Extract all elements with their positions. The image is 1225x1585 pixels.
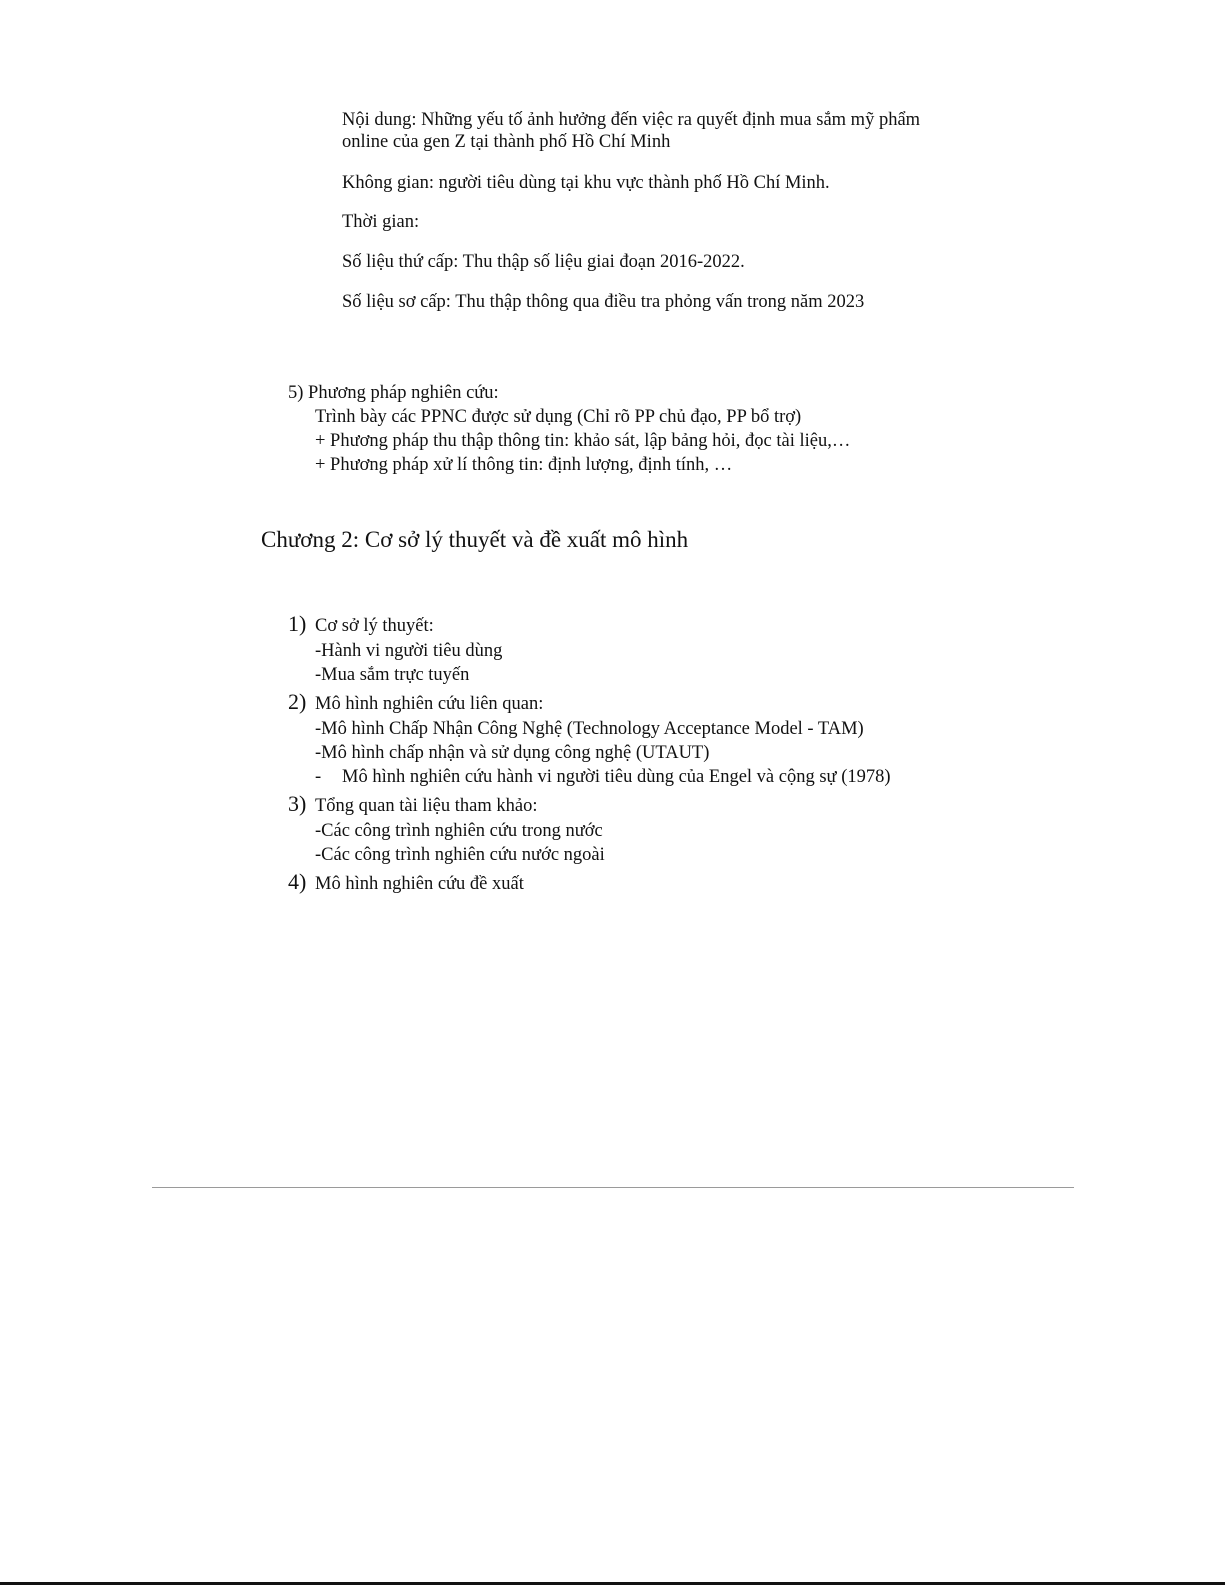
section3-item2: -Các công trình nghiên cứu nước ngoài (315, 845, 605, 865)
methods-line3: + Phương pháp xử lí thông tin: định lượng, định tính, … (315, 455, 733, 475)
scope-time: Thời gian: (342, 212, 420, 232)
section2-number: 2) (288, 689, 307, 714)
section2-title: Mô hình nghiên cứu liên quan: (315, 694, 544, 714)
section3-number: 3) (288, 791, 307, 816)
section4-number: 4) (288, 869, 307, 894)
scope-secondary-data: Số liệu thứ cấp: Thu thập số liệu giai đoạn 2016-2022. (342, 252, 745, 272)
section3-title: Tổng quan tài liệu tham khảo: (315, 796, 538, 816)
section2-item1: -Mô hình Chấp Nhận Công Nghệ (Technology Acceptance Model - TAM) (315, 719, 864, 739)
methods-line2: + Phương pháp thu thập thông tin: khảo sát, lập bảng hỏi, đọc tài liệu,… (315, 431, 851, 451)
section4-title: Mô hình nghiên cứu đề xuất (315, 874, 524, 894)
section1-title: Cơ sở lý thuyết: (315, 616, 434, 636)
scope-content-line1: Nội dung: Những yếu tố ảnh hưởng đến việc ra quyết định mua sắm mỹ phẩm (342, 110, 921, 130)
section1-number: 1) (288, 611, 307, 636)
scope-primary-data: Số liệu sơ cấp: Thu thập thông qua điều tra phỏng vấn trong năm 2023 (342, 292, 865, 312)
section2-item3: Mô hình nghiên cứu hành vi người tiêu dùng của Engel và cộng sự (1978) (342, 767, 891, 787)
section2-item2: -Mô hình chấp nhận và sử dụng công nghệ (UTAUT) (315, 743, 710, 763)
scope-content-line2: online của gen Z tại thành phố Hồ Chí Minh (342, 132, 671, 152)
methods-line1: Trình bày các PPNC được sử dụng (Chỉ rõ PP chủ đạo, PP bổ trợ) (315, 407, 802, 427)
section2-dash: - (315, 767, 322, 787)
section1-item2: -Mua sắm trực tuyến (315, 665, 470, 685)
chapter2-title: Chương 2: Cơ sở lý thuyết và đề xuất mô hình (261, 527, 689, 552)
page-separator (152, 1187, 1074, 1188)
section1-item1: -Hành vi người tiêu dùng (315, 641, 503, 661)
section3-item1: -Các công trình nghiên cứu trong nước (315, 821, 603, 841)
scope-space: Không gian: người tiêu dùng tại khu vực thành phố Hồ Chí Minh. (342, 173, 830, 193)
methods-heading: 5) Phương pháp nghiên cứu: (288, 383, 499, 403)
